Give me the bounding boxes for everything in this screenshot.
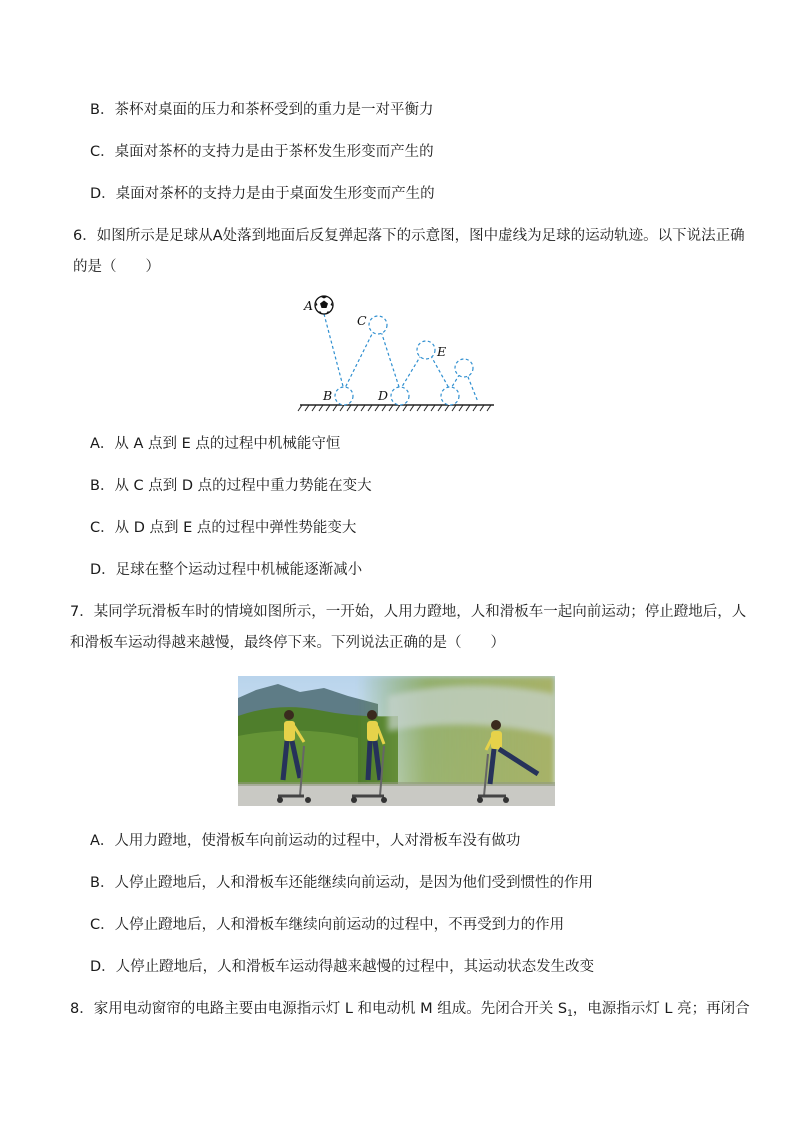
label-b: B bbox=[323, 388, 333, 403]
q6-stem-line1: 6．如图所示是足球从A处落到地面后反复弹起落下的示意图，图中虚线为足球的运动轨迹。以下说法正确 bbox=[73, 228, 745, 244]
q7-scooter-photo bbox=[238, 676, 555, 806]
ball-outline-c bbox=[369, 316, 387, 334]
q5-option-c: C．桌面对茶杯的支持力是由于茶杯发生形变而产生的 bbox=[90, 144, 434, 160]
label-d: D bbox=[378, 388, 389, 403]
q7-option-d: D．人停止蹬地后，人和滑板车运动得越来越慢的过程中，其运动状态发生改变 bbox=[90, 959, 595, 975]
ground-hatching bbox=[298, 405, 491, 411]
q8-stem-part1: 8．家用电动窗帘的电路主要由电源指示灯 L 和电动机 M 组成。先闭合开关 S bbox=[70, 1001, 568, 1017]
q8-stem-line1 bbox=[70, 999, 750, 1024]
ball-outline-4 bbox=[441, 387, 459, 405]
q7-option-a: A．人用力蹬地，使滑板车向前运动的过程中，人对滑板车没有做功 bbox=[90, 833, 521, 849]
q6-option-a: A．从 A 点到 E 点的过程中机械能守恒 bbox=[90, 436, 341, 452]
q7-option-c: C．人停止蹬地后，人和滑板车继续向前运动的过程中，不再受到力的作用 bbox=[90, 917, 565, 933]
q7-option-b: B．人停止蹬地后，人和滑板车还能继续向前运动，是因为他们受到惯性的作用 bbox=[90, 875, 593, 891]
q8-stem-part2: ，电源指示灯 L 亮；再闭合 bbox=[572, 1001, 750, 1017]
q6-option-c: C．从 D 点到 E 点的过程中弹性势能变大 bbox=[90, 520, 357, 536]
q6-bouncing-ball-figure bbox=[296, 292, 498, 414]
q7-stem-line2: 和滑板车运动得越来越慢，最终停下来。下列说法正确的是（ ） bbox=[70, 635, 505, 651]
label-a: A bbox=[304, 298, 314, 313]
q6-option-b: B．从 C 点到 D 点的过程中重力势能在变大 bbox=[90, 478, 372, 494]
ball-outline-d bbox=[391, 387, 409, 405]
soccer-ball-icon bbox=[315, 296, 333, 314]
ball-outline-b bbox=[335, 387, 353, 405]
q6-option-d: D．足球在整个运动过程中机械能逐渐减小 bbox=[90, 562, 363, 578]
q5-option-b: B．茶杯对桌面的压力和茶杯受到的重力是一对平衡力 bbox=[90, 102, 434, 118]
label-c: C bbox=[357, 313, 367, 328]
q7-stem-line1: 7．某同学玩滑板车时的情境如图所示，一开始，人用力蹬地，人和滑板车一起向前运动；停止蹬地后，人 bbox=[70, 604, 747, 620]
label-e: E bbox=[437, 344, 447, 359]
q6-stem-line2: 的是（ ） bbox=[73, 259, 160, 275]
ball-outline-5 bbox=[455, 359, 473, 377]
s1-subscript: 1 bbox=[567, 1009, 573, 1019]
ball-outline-e bbox=[417, 341, 435, 359]
q5-option-d: D．桌面对茶杯的支持力是由于桌面发生形变而产生的 bbox=[90, 186, 435, 202]
